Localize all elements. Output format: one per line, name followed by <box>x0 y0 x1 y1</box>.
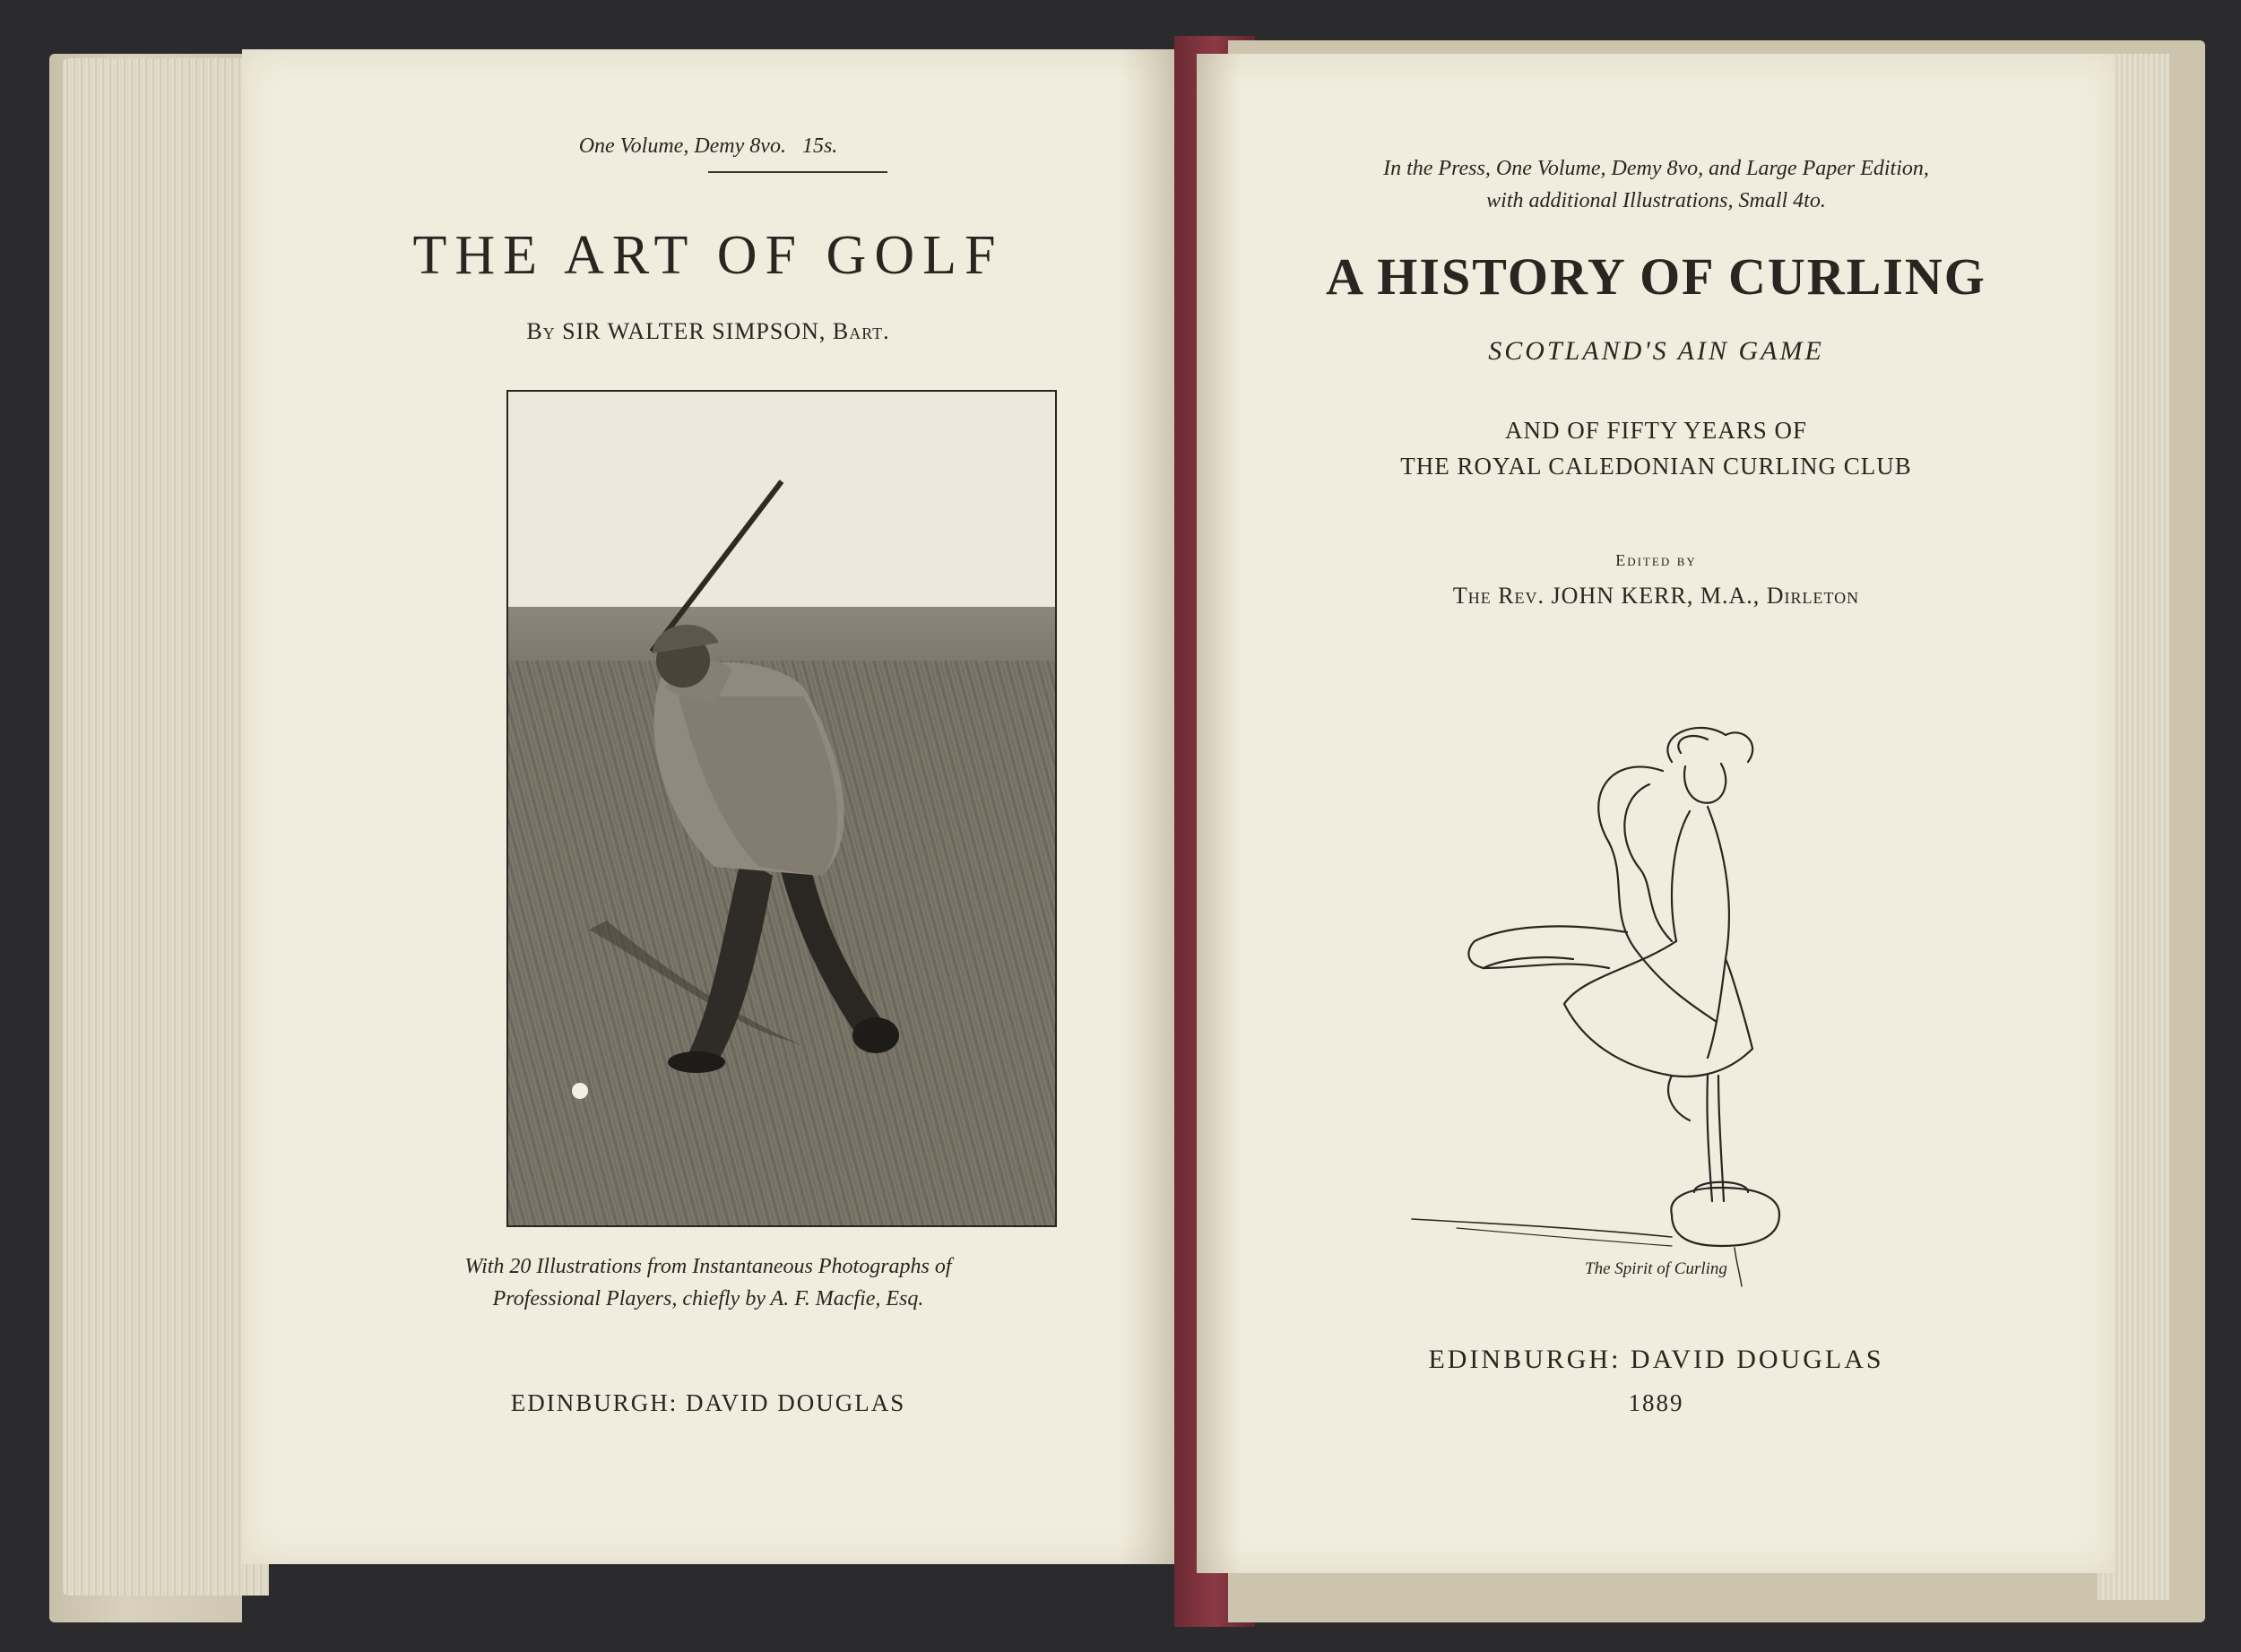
editor-line <box>1197 583 2116 610</box>
edited-by-label: Edited by <box>1615 551 1697 569</box>
left-page-edges <box>63 58 269 1596</box>
page-title: THE ART OF GOLF <box>412 225 1004 286</box>
subtitle-line-1: AND OF FIFTY YEARS OF <box>1504 417 1808 444</box>
left-page <box>242 49 1174 1564</box>
publisher-line: EDINBURGH: DAVID DOUGLAS <box>510 1389 906 1416</box>
volume-notice: One Volume, Demy 8vo. 15s. <box>578 134 838 158</box>
golfer-figure <box>508 392 1055 1225</box>
illustration-caption: The Spirit of Curling <box>1585 1259 1727 1278</box>
golfer-photograph <box>506 390 1057 1227</box>
page-title: A HISTORY OF CURLING <box>1326 247 1986 306</box>
press-notice: In the Press, One Volume, Demy 8vo, and Large Paper Edition, with additional Illustrations, Small 4to. <box>1383 157 1929 212</box>
notice-rule <box>708 171 887 173</box>
author-line <box>242 318 1174 345</box>
page-subtitle: SCOTLAND'S AIN GAME <box>1488 336 1824 366</box>
spirit-of-curling-illustration <box>1403 699 1797 1291</box>
author-prefix: By <box>526 318 556 344</box>
editor-prefix: The Rev. <box>1452 583 1545 609</box>
publisher-line: EDINBURGH: DAVID DOUGLAS <box>1428 1345 1884 1374</box>
illustrations-caption: With 20 Illustrations from Instantaneous Photographs of Professional Players, chiefly by A. F. Macfie, Esq. <box>464 1255 952 1310</box>
author-suffix: Bart. <box>832 318 890 344</box>
right-page <box>1197 54 2116 1573</box>
subtitle-line-2: THE ROYAL CALEDONIAN CURLING CLUB <box>1400 453 1912 480</box>
author-name: SIR WALTER SIMPSON, <box>562 318 826 344</box>
editor-name: JOHN KERR, M.A., <box>1551 583 1761 609</box>
editor-suffix: Dirleton <box>1766 583 1860 609</box>
publication-year: 1889 <box>1628 1389 1684 1416</box>
